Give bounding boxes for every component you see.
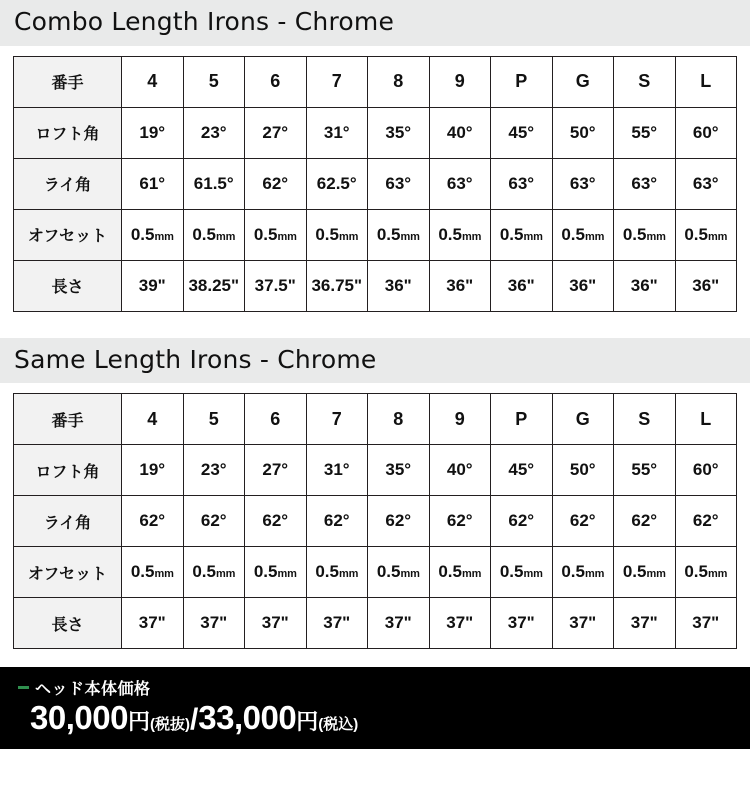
table-row-lie bbox=[14, 496, 737, 547]
table-cell: 19° bbox=[122, 107, 184, 158]
row-header-length: 長さ bbox=[14, 260, 122, 311]
row-header-offset: オフセット bbox=[14, 547, 122, 598]
table-cell bbox=[429, 209, 491, 260]
table-cell: 36" bbox=[675, 260, 737, 311]
offset-unit: mm bbox=[400, 568, 420, 580]
offset-unit: mm bbox=[277, 568, 297, 580]
offset-value: 0.5 bbox=[561, 224, 585, 244]
table-cell: 7 bbox=[306, 394, 368, 445]
table-cell: L bbox=[675, 56, 737, 107]
table-cell bbox=[368, 547, 430, 598]
row-header-offset: オフセット bbox=[14, 209, 122, 260]
table-cell: 8 bbox=[368, 394, 430, 445]
table-cell: 36" bbox=[491, 260, 553, 311]
table-cell: 62° bbox=[491, 496, 553, 547]
price-incl-tax-yen: 円 bbox=[296, 709, 319, 734]
table-cell: 7 bbox=[306, 56, 368, 107]
table-cell: 8 bbox=[368, 56, 430, 107]
table-cell bbox=[306, 547, 368, 598]
row-header-lie: ライ角 bbox=[14, 158, 122, 209]
table-cell bbox=[122, 547, 184, 598]
offset-value: 0.5 bbox=[622, 562, 647, 581]
table-cell: 5 bbox=[183, 394, 245, 445]
price-label-row bbox=[0, 676, 750, 699]
table-cell: 36.75" bbox=[306, 260, 368, 311]
table-cell bbox=[675, 209, 737, 260]
table-cell bbox=[552, 209, 614, 260]
offset-unit: mm bbox=[154, 568, 174, 580]
offset-value: 0.5 bbox=[684, 562, 708, 581]
table-cell: 60° bbox=[675, 107, 737, 158]
dash-marker-icon bbox=[18, 686, 29, 689]
price-band bbox=[0, 667, 750, 749]
table-cell: 37" bbox=[614, 598, 676, 649]
table-cell: 50° bbox=[552, 445, 614, 496]
offset-unit: mm bbox=[215, 230, 236, 243]
table-cell: 19° bbox=[122, 445, 184, 496]
table-cell bbox=[368, 209, 430, 260]
row-header-club-number: 番手 bbox=[14, 56, 122, 107]
table-cell: 63° bbox=[368, 158, 430, 209]
table-cell: 60° bbox=[675, 445, 737, 496]
table-cell: 40° bbox=[429, 445, 491, 496]
table-cell: 37" bbox=[491, 598, 553, 649]
table-row-club-numbers bbox=[14, 56, 737, 107]
row-header-club-number: 番手 bbox=[14, 394, 122, 445]
table-cell: 62° bbox=[183, 496, 245, 547]
table-cell: P bbox=[491, 56, 553, 107]
offset-unit: mm bbox=[400, 230, 420, 243]
table-cell: 23° bbox=[183, 445, 245, 496]
table-cell: 62° bbox=[614, 496, 676, 547]
table-cell: L bbox=[675, 394, 737, 445]
table-cell: 39" bbox=[122, 260, 184, 311]
table-cell: 37" bbox=[122, 598, 184, 649]
offset-unit: mm bbox=[461, 568, 482, 580]
table-cell: G bbox=[552, 394, 614, 445]
table-cell: 27° bbox=[245, 445, 307, 496]
price-excl-tax-yen: 円 bbox=[127, 709, 150, 734]
table-row-club-numbers bbox=[14, 394, 737, 445]
offset-value: 0.5 bbox=[130, 224, 155, 244]
spec-table-combo-length bbox=[13, 56, 737, 312]
price-value-row bbox=[0, 701, 750, 735]
offset-value: 0.5 bbox=[684, 224, 708, 244]
table-cell: S bbox=[614, 56, 676, 107]
offset-value: 0.5 bbox=[253, 562, 278, 581]
table-cell: 62° bbox=[368, 496, 430, 547]
price-excl-tax-note: (税抜) bbox=[149, 716, 190, 733]
table-cell: 45° bbox=[491, 445, 553, 496]
row-header-loft: ロフト角 bbox=[14, 445, 122, 496]
offset-unit: mm bbox=[646, 568, 666, 580]
table-cell bbox=[675, 547, 737, 598]
section-title-combo-length: Combo Length Irons - Chrome bbox=[0, 0, 750, 46]
table-cell bbox=[183, 547, 245, 598]
offset-value: 0.5 bbox=[499, 224, 524, 244]
table-cell: P bbox=[491, 394, 553, 445]
offset-value: 0.5 bbox=[561, 562, 585, 581]
table-cell: 36" bbox=[614, 260, 676, 311]
table-row-loft bbox=[14, 445, 737, 496]
table-cell bbox=[245, 209, 307, 260]
section-spacer bbox=[0, 312, 750, 338]
offset-unit: mm bbox=[277, 230, 297, 243]
table-cell: 45° bbox=[491, 107, 553, 158]
price-label-text: ヘッド本体価格 bbox=[35, 681, 151, 698]
offset-value: 0.5 bbox=[438, 562, 462, 581]
table-cell: 37" bbox=[368, 598, 430, 649]
table-cell: 5 bbox=[183, 56, 245, 107]
table-cell: 37" bbox=[675, 598, 737, 649]
offset-unit: mm bbox=[646, 230, 666, 243]
offset-unit: mm bbox=[523, 568, 543, 580]
offset-unit: mm bbox=[584, 230, 605, 243]
table-row-offset bbox=[14, 547, 737, 598]
offset-unit: mm bbox=[707, 230, 728, 243]
table-cell: 23° bbox=[183, 107, 245, 158]
table-cell: 4 bbox=[122, 56, 184, 107]
offset-value: 0.5 bbox=[376, 562, 401, 581]
table-cell: 36" bbox=[429, 260, 491, 311]
offset-unit: mm bbox=[215, 568, 236, 580]
table-cell: 62° bbox=[429, 496, 491, 547]
table-cell: 63° bbox=[429, 158, 491, 209]
offset-unit: mm bbox=[523, 230, 543, 243]
table-cell: 31° bbox=[306, 445, 368, 496]
table-row-length bbox=[14, 598, 737, 649]
table-cell: 61.5° bbox=[183, 158, 245, 209]
table-cell: 37" bbox=[183, 598, 245, 649]
table-cell: 38.25" bbox=[183, 260, 245, 311]
table-cell: G bbox=[552, 56, 614, 107]
offset-unit: mm bbox=[584, 568, 605, 580]
table-cell: 27° bbox=[245, 107, 307, 158]
table-cell: 6 bbox=[245, 394, 307, 445]
offset-unit: mm bbox=[707, 568, 728, 580]
table-cell: 55° bbox=[614, 445, 676, 496]
table-cell: 63° bbox=[675, 158, 737, 209]
table-row-length bbox=[14, 260, 737, 311]
offset-value: 0.5 bbox=[130, 562, 155, 581]
table-cell: 63° bbox=[491, 158, 553, 209]
table-cell: 37.5" bbox=[245, 260, 307, 311]
table-cell: 35° bbox=[368, 445, 430, 496]
table-cell bbox=[183, 209, 245, 260]
offset-value: 0.5 bbox=[622, 224, 647, 244]
table-cell: 37" bbox=[552, 598, 614, 649]
offset-value: 0.5 bbox=[438, 224, 462, 244]
table-cell: 37" bbox=[429, 598, 491, 649]
offset-value: 0.5 bbox=[253, 224, 278, 244]
table-cell: 50° bbox=[552, 107, 614, 158]
table-cell bbox=[614, 547, 676, 598]
offset-unit: mm bbox=[154, 230, 174, 243]
table-cell bbox=[122, 209, 184, 260]
offset-unit: mm bbox=[338, 568, 359, 580]
table-cell: 6 bbox=[245, 56, 307, 107]
offset-value: 0.5 bbox=[315, 224, 339, 244]
table-cell: 62° bbox=[306, 496, 368, 547]
table-cell bbox=[491, 547, 553, 598]
offset-unit: mm bbox=[338, 230, 359, 243]
table-cell: 36" bbox=[552, 260, 614, 311]
table-cell: 62° bbox=[552, 496, 614, 547]
table-cell: 62° bbox=[675, 496, 737, 547]
table-cell bbox=[245, 547, 307, 598]
table-row-offset bbox=[14, 209, 737, 260]
table-cell: 55° bbox=[614, 107, 676, 158]
table-cell: 31° bbox=[306, 107, 368, 158]
table-cell: 4 bbox=[122, 394, 184, 445]
table-cell: 62.5° bbox=[306, 158, 368, 209]
table-row-lie bbox=[14, 158, 737, 209]
table-cell: S bbox=[614, 394, 676, 445]
table-cell bbox=[614, 209, 676, 260]
table-cell: 9 bbox=[429, 394, 491, 445]
price-incl-tax-note: (税込) bbox=[318, 716, 359, 733]
row-header-lie: ライ角 bbox=[14, 496, 122, 547]
table-cell: 63° bbox=[552, 158, 614, 209]
table-cell bbox=[491, 209, 553, 260]
table-cell: 62° bbox=[245, 158, 307, 209]
table-cell: 62° bbox=[245, 496, 307, 547]
table-cell: 62° bbox=[122, 496, 184, 547]
offset-value: 0.5 bbox=[499, 562, 524, 581]
table-cell: 37" bbox=[245, 598, 307, 649]
table-cell: 40° bbox=[429, 107, 491, 158]
table-cell: 9 bbox=[429, 56, 491, 107]
row-header-length: 長さ bbox=[14, 598, 122, 649]
table-cell bbox=[429, 547, 491, 598]
row-header-loft: ロフト角 bbox=[14, 107, 122, 158]
offset-value: 0.5 bbox=[315, 562, 339, 581]
offset-value: 0.5 bbox=[192, 224, 216, 244]
price-incl-tax-amount: 33,000 bbox=[198, 699, 297, 736]
offset-unit: mm bbox=[461, 230, 482, 243]
table-cell bbox=[306, 209, 368, 260]
offset-value: 0.5 bbox=[376, 224, 401, 244]
table-cell: 37" bbox=[306, 598, 368, 649]
price-excl-tax-amount: 30,000 bbox=[30, 699, 128, 736]
price-separator: / bbox=[189, 703, 199, 736]
table-cell: 61° bbox=[122, 158, 184, 209]
section-title-same-length: Same Length Irons - Chrome bbox=[0, 338, 750, 384]
table-cell: 36" bbox=[368, 260, 430, 311]
table-row-loft bbox=[14, 107, 737, 158]
spec-table-same-length bbox=[13, 393, 737, 649]
offset-value: 0.5 bbox=[192, 562, 216, 581]
table-cell: 63° bbox=[614, 158, 676, 209]
table-cell bbox=[552, 547, 614, 598]
table-cell: 35° bbox=[368, 107, 430, 158]
